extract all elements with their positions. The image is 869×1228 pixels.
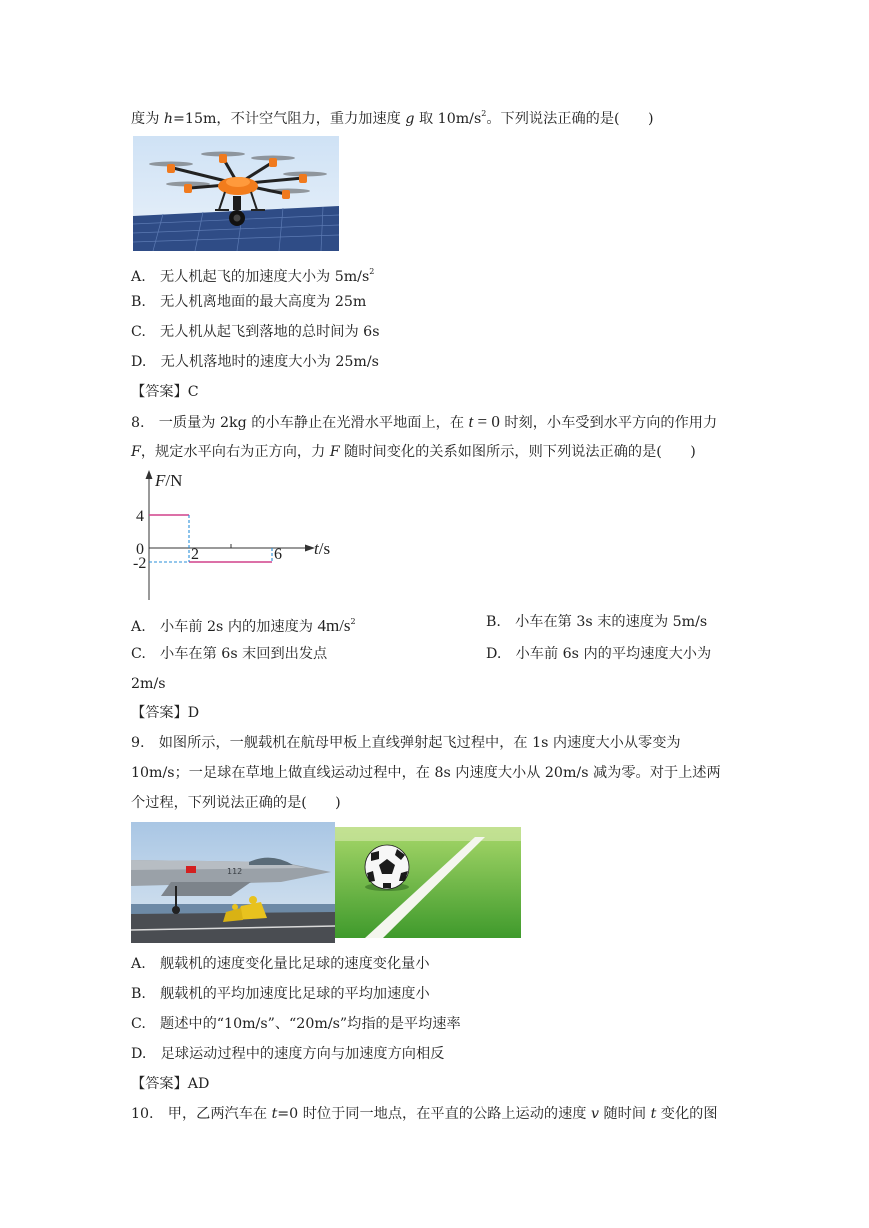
- q8-stem-line1: [131, 412, 717, 433]
- graph-x-label: t/s: [314, 539, 331, 558]
- q8-F2-var: F: [329, 444, 340, 460]
- jet-illustration: [131, 822, 335, 943]
- q8-option-a-text: A. 小车前 2s 内的加速度为: [131, 619, 318, 635]
- q8-option-a-val: 4m/s: [317, 616, 351, 635]
- q10-v-var: v: [590, 1106, 599, 1122]
- q8-line1-post: 时刻，小车受到水平方向的作用力: [499, 415, 718, 431]
- q7-stem-line: [131, 104, 653, 129]
- q7-option-b: B. 无人机离地面的最大高度为 25m: [131, 294, 367, 310]
- q8-option-a: [131, 612, 356, 637]
- q8-line2-mid: ，规定水平向右为正方向，力: [140, 444, 330, 460]
- q7-option-a: [131, 262, 374, 287]
- q10-stem-line1: [131, 1104, 718, 1124]
- q7-option-d: D. 无人机落地时的速度大小为 25m/s: [131, 354, 379, 370]
- q8-t-var: t: [468, 412, 474, 431]
- q10-t-var: t: [271, 1106, 278, 1122]
- graph-y-label: F/N: [155, 471, 183, 490]
- q8-option-b: B. 小车在第 3s 末的速度为 5m/s: [486, 614, 708, 630]
- q7-stem-end: 。下列说法正确的是( ): [486, 111, 654, 127]
- graph-tick-label-4: 4: [136, 508, 144, 525]
- q7-answer: 【答案】C: [131, 384, 199, 400]
- graph-tick-label-0: 0: [136, 541, 144, 558]
- q9-stem-line1: 9. 如图所示，一舰载机在航母甲板上直线弹射起飞过程中，在 1s 内速度大小从零变为: [131, 735, 681, 751]
- q9-stem-line2: 10m/s；一足球在草地上做直线运动过程中，在 8s 内速度大小从 20m/s 减为零。对于上述两: [131, 765, 721, 781]
- q8-line1-pre: 8. 一质量为 2kg 的小车静止在光滑水平地面上，在: [131, 415, 469, 431]
- jet-photo: [131, 822, 335, 943]
- graph-tick-label-2: 2: [191, 546, 199, 563]
- q8-answer: 【答案】D: [131, 705, 200, 721]
- q9-option-a: A. 舰载机的速度变化量比足球的速度变化量小: [131, 956, 430, 972]
- q8-option-d-cont: 2m/s: [131, 676, 166, 692]
- graph-y-arrow: [146, 470, 153, 479]
- q10-t2-var: t: [650, 1106, 657, 1122]
- q8-line2-post: 随时间变化的关系如图所示，则下列说法正确的是( ): [339, 444, 696, 460]
- jet-marking: 112: [227, 867, 243, 876]
- q7-option-a-text: A. 无人机起飞的加速度大小为 5m/s: [131, 269, 370, 285]
- q8-option-c: C. 小车在第 6s 末回到出发点: [131, 646, 328, 662]
- graph-tick-label-6: 6: [274, 546, 282, 563]
- q8-option-a-sq: 2: [350, 617, 356, 626]
- q8-t-val: = 0: [473, 412, 500, 431]
- q10-pre: 10. 甲，乙两汽车在: [131, 1106, 272, 1122]
- q9-answer: 【答案】AD: [131, 1076, 210, 1092]
- soccer-illustration: [335, 827, 521, 938]
- drone-illustration: [133, 136, 339, 251]
- q8-option-d: D. 小车前 6s 内的平均速度大小为: [486, 646, 712, 662]
- q10-mid2: 随时间: [598, 1106, 651, 1122]
- q10-mid: =0 时位于同一地点，在平直的公路上运动的速度: [277, 1106, 591, 1122]
- soccer-photo: [335, 827, 521, 938]
- q8-stem-line2: [131, 442, 696, 462]
- q7-g-var: g: [405, 111, 415, 127]
- q9-option-c: C. 题述中的“10m/s”、“20m/s”均指的是平均速率: [131, 1016, 461, 1032]
- graph-tick-label-neg2: -2: [133, 555, 147, 572]
- drone-photo: [133, 136, 339, 251]
- q7-option-c: C. 无人机从起飞到落地的总时间为 6s: [131, 324, 380, 340]
- q9-stem-line3: 个过程，下列说法正确的是( ): [131, 795, 341, 811]
- force-time-graph: [133, 468, 343, 600]
- q7-stem-pre: 度为: [131, 111, 164, 127]
- q8-F-var: F: [131, 444, 141, 460]
- q7-h-val: =15m，不计空气阻力，重力加速度: [173, 111, 406, 127]
- q7-option-a-sq: 2: [369, 267, 375, 276]
- q7-sq: 2: [481, 109, 487, 118]
- q9-option-d: D. 足球运动过程中的速度方向与加速度方向相反: [131, 1046, 445, 1062]
- q7-h-var: h: [163, 111, 174, 127]
- force-time-graph-svg: [133, 468, 343, 600]
- q7-stem-post: 取 10m/s: [414, 111, 482, 127]
- q9-option-b: B. 舰载机的平均加速度比足球的平均加速度小: [131, 986, 430, 1002]
- q10-post: 变化的图: [656, 1106, 718, 1122]
